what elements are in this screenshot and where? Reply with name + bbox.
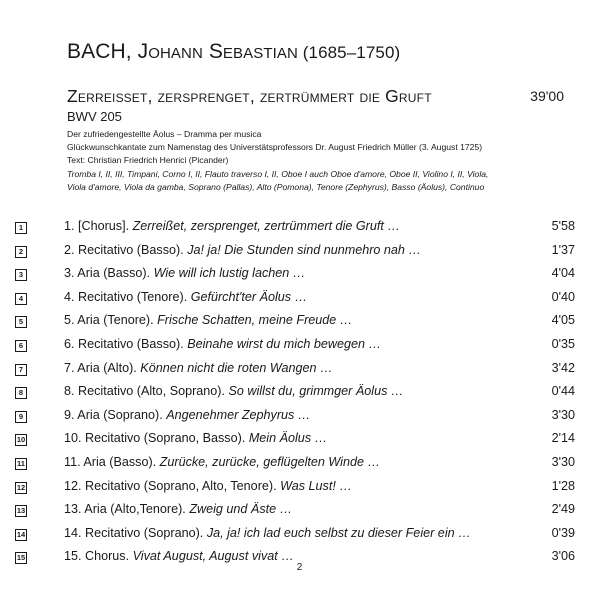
track-incipit: Ja, ja! ich lad euch selbst zu dieser Feier ein …: [206, 525, 471, 540]
track-incipit: So willst du, grimmger Äolus …: [228, 384, 404, 399]
track-label: 14. Recitativo (Soprano).: [64, 525, 207, 540]
track-number-box: 4: [15, 293, 27, 305]
track-label: 8. Recitativo (Alto, Soprano).: [64, 384, 229, 399]
track-label: 13. Aria (Alto,Tenore).: [64, 502, 190, 517]
instrumentation-line-2: Viola d'amore, Viola da gamba, Soprano (Pallas), Alto (Pomona), Tenore (Zephyrus), Basso (Äolus), Continuo: [67, 181, 485, 192]
track-duration: 3'42: [551, 360, 575, 375]
track-incipit: Frische Schatten, meine Freude …: [157, 313, 353, 328]
track-title: [64, 290, 307, 304]
track-title: [64, 219, 400, 233]
track-number-box: 9: [15, 411, 27, 423]
track-title: [64, 384, 403, 398]
track-duration: 4'04: [551, 266, 575, 281]
track-label: 6. Recitativo (Basso).: [64, 336, 188, 351]
track-label: 10. Recitativo (Soprano, Basso).: [64, 431, 249, 446]
track-incipit: Zerreißet, zersprenget, zertrümmert die Gruft …: [132, 219, 400, 233]
track-incipit: Mein Äolus …: [248, 431, 328, 446]
track-duration: 0'40: [551, 289, 575, 304]
track-label: 9. Aria (Soprano).: [64, 407, 167, 422]
track-row: [15, 501, 575, 525]
track-row: [15, 360, 575, 384]
track-label: 2. Recitativo (Basso).: [64, 242, 188, 257]
track-incipit: Zweig und Äste …: [189, 502, 293, 517]
track-duration: 0'35: [551, 336, 575, 351]
composer-heading: [67, 40, 400, 64]
track-duration: 4'05: [551, 313, 575, 328]
track-row: [15, 265, 575, 289]
total-duration: 39'00: [530, 88, 564, 104]
track-row: [15, 430, 575, 454]
track-number-box: 11: [15, 458, 27, 470]
track-number-box: 14: [16, 529, 26, 539]
track-incipit: Ja! ja! Die Stunden sind nunmehro nah …: [187, 242, 422, 257]
track-title: [64, 313, 352, 327]
track-number-box: 7: [15, 364, 27, 376]
track-number-box: 1: [15, 222, 27, 234]
work-details: [67, 128, 587, 194]
track-list: [15, 218, 575, 572]
track-row: [15, 289, 575, 313]
track-duration: 5'58: [551, 219, 575, 233]
track-row: [15, 242, 575, 266]
track-number-box: 13: [16, 506, 26, 516]
track-title: [64, 526, 471, 540]
track-incipit: Zurücke, zurücke, geflügelten Winde …: [159, 454, 381, 469]
composer-given-name: Johann Sebastian: [137, 40, 298, 63]
composer-surname: BACH,: [67, 40, 138, 63]
track-row: [15, 312, 575, 336]
track-incipit: Wie will ich lustig lachen …: [153, 266, 306, 281]
track-label: 12. Recitativo (Soprano, Alto, Tenore).: [64, 478, 281, 493]
track-incipit: Was Lust! …: [280, 478, 352, 493]
track-row: [15, 478, 575, 502]
track-title: [64, 361, 333, 375]
track-label: 15. Chorus.: [64, 549, 133, 564]
track-duration: 0'39: [551, 525, 575, 540]
work-title: Zerreißet, zersprenget, zertrümmert die Gruft: [67, 86, 432, 106]
track-number-box: 6: [15, 340, 27, 352]
track-label: 7. Aria (Alto).: [64, 360, 141, 375]
track-row: [15, 218, 575, 242]
track-title: [64, 502, 292, 516]
work-subtitle: Der zufriedengestellte Äolus – Dramma per musica: [67, 129, 262, 139]
track-duration: 1'37: [551, 242, 575, 257]
track-number-box: 8: [15, 387, 27, 399]
instrumentation-line-1: Tromba I, II, III, Timpani, Corno I, II, Flauto traverso I, II, Oboe I auch Oboe d'amore, Oboe II, Violino I, II, Viola,: [67, 168, 489, 179]
track-label: 11. Aria (Basso).: [64, 454, 160, 469]
track-title: [64, 266, 305, 280]
track-incipit: Angenehmer Zephyrus …: [166, 407, 311, 422]
work-occasion: Glückwunschkantate zum Namenstag des Universtätsprofessors Dr. August Friedrich Müller (3. August 1725): [67, 142, 483, 153]
track-row: [15, 525, 575, 549]
track-row: [15, 454, 575, 478]
page-number: 2: [296, 562, 303, 573]
track-incipit: Gefürcht'ter Äolus …: [190, 289, 308, 304]
track-duration: 3'30: [551, 407, 575, 422]
track-duration: 0'44: [551, 384, 575, 399]
track-label: 4. Recitativo (Tenore).: [64, 289, 191, 304]
track-label: 1. [Chorus].: [64, 219, 133, 233]
bwv-number: BWV 205: [67, 109, 122, 124]
track-incipit: Beinahe wirst du mich bewegen …: [187, 336, 382, 351]
track-title: [64, 337, 381, 351]
track-title: [64, 479, 352, 493]
track-title: [64, 243, 421, 257]
text-credit: Text: Christian Friedrich Henrici (Picander): [67, 155, 229, 166]
track-duration: 3'30: [551, 454, 575, 469]
track-duration: 2'14: [551, 431, 575, 446]
track-row: [15, 336, 575, 360]
track-number-box: 10: [16, 435, 26, 445]
track-number-box: 2: [15, 246, 27, 258]
composer-dates: (1685–1750): [297, 43, 401, 62]
track-row: [15, 383, 575, 407]
track-label: 5. Aria (Tenore).: [64, 313, 158, 328]
track-number-box: 12: [16, 482, 26, 492]
track-duration: 2'49: [551, 502, 575, 517]
track-number-box: 5: [15, 316, 27, 328]
track-number-box: 15: [16, 553, 26, 563]
track-title: [64, 408, 310, 422]
track-row: [15, 407, 575, 431]
track-duration: 1'28: [551, 478, 575, 493]
track-incipit: Vivat August, August vivat …: [132, 549, 294, 564]
track-title: [64, 431, 327, 445]
track-duration: 3'06: [551, 549, 575, 564]
track-label: 3. Aria (Basso).: [64, 266, 154, 281]
track-title: [64, 455, 380, 469]
track-number-box: 3: [15, 269, 27, 281]
track-incipit: Können nicht die roten Wangen …: [140, 360, 333, 375]
